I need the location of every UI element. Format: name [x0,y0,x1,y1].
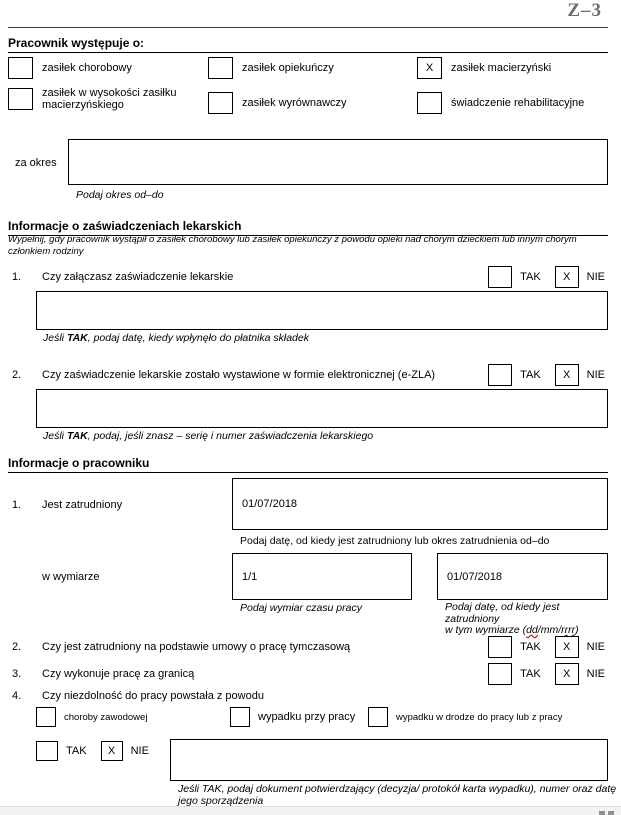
employee-q4-text: Czy niezdolność do pracy powstała z powodu [42,690,264,702]
employee-q4-field[interactable] [170,739,608,781]
nie-label: NIE [586,369,605,381]
spellcheck-dd: dd [526,624,538,636]
employee-q1-hint: Podaj datę, od kiedy jest zatrudniony lub okres zatrudnienia od–do [240,535,550,547]
section-heading-medical: Informacje o zaświadczeniach lekarskich [8,219,608,236]
cause-item-choroby-zawodowej [36,707,147,727]
wymiar-value: 1/1 [242,570,258,583]
benefit-item-zasilek-macierzynski [417,57,551,79]
benefit-label: zasiłek wyrównawczy [242,97,347,109]
medical-q2-text: Czy zaświadczenie lekarskie zostało wystawione w formie elektronicznej (e-ZLA) [42,369,436,381]
employee-q4-tak-checkbox[interactable] [36,741,58,761]
cause-label: choroby zawodowej [64,711,148,723]
tak-label: TAK [520,641,541,653]
benefit-label: zasiłek w wysokości zasiłku macierzyńskiego [42,87,177,111]
cause-item-wypadku-w-drodze [368,707,562,727]
top-divider [8,27,608,28]
za-okres-hint: Podaj okres od–do [76,189,164,201]
cause-label: wypadku w drodze do pracy lub z pracy [396,711,563,723]
employee-q4-nie-checkbox[interactable]: X [101,741,123,761]
employee-q2-nie-checkbox[interactable]: X [555,636,579,658]
wymiar-label: w wymiarze [42,571,100,583]
wymiar-hint: Podaj wymiar czasu pracy [240,602,362,614]
checkbox-zasilek-w-wysokosci[interactable] [8,88,33,110]
checkbox-swiadczenie-rehabilitacyjne[interactable] [417,92,442,114]
wymiar-date-hint: Podaj datę, od kiedy jest zatrudniony w tym wymiarze (dd/mm/rrrr) [445,601,579,636]
medical-q1-number: 1. [12,271,22,283]
checkbox-zasilek-macierzynski[interactable]: X [417,57,442,79]
employee-q4-taknie [36,741,149,761]
medical-q1-hint: Jeśli TAK, podaj datę, kiedy wpłynęło do płatnika składek [43,332,309,344]
cause-item-wypadku-przy-pracy [230,707,355,727]
employee-q2-taknie [488,636,605,658]
medical-q2-number: 2. [12,369,22,381]
checkbox-zasilek-chorobowy[interactable] [8,57,33,79]
employee-q3-number: 3. [12,668,22,680]
nie-label: NIE [586,641,605,653]
benefit-item-zasilek-w-wysokosci [8,87,194,111]
tak-label: TAK [520,668,541,680]
za-okres-field[interactable] [68,139,608,185]
form-code: Z–3 [567,0,602,21]
benefit-label: zasiłek chorobowy [42,62,132,74]
medical-q1-nie-checkbox[interactable]: X [555,266,579,288]
next-page-fragment [599,811,605,815]
nie-label: NIE [130,745,149,757]
employee-q4-number: 4. [12,690,22,702]
wymiar-date-value: 01/07/2018 [447,570,503,583]
employee-q3-text: Czy wykonuje pracę za granicą [42,668,195,680]
section-heading-benefits: Pracownik występuje o: [8,36,608,53]
wymiar-field[interactable] [232,553,412,600]
benefit-item-zasilek-wyrownawczy [208,92,347,114]
employee-q2-number: 2. [12,641,22,653]
employee-q3-tak-checkbox[interactable] [488,663,512,685]
benefit-label: zasiłek opiekuńczy [242,62,334,74]
wymiar-date-field[interactable] [437,553,608,600]
benefit-item-zasilek-chorobowy [8,57,132,79]
employee-q2-tak-checkbox[interactable] [488,636,512,658]
viewer-page-gap [0,806,621,815]
benefit-item-zasilek-opiekunczy [208,57,334,79]
checkbox-wypadku-przy-pracy[interactable] [230,707,250,727]
employee-q3-taknie [488,663,605,685]
employee-q1-field[interactable] [232,478,608,530]
za-okres-label: za okres [15,157,57,169]
medical-q2-nie-checkbox[interactable]: X [555,364,579,386]
employee-q1-number: 1. [12,499,22,511]
nie-label: NIE [586,271,605,283]
checkbox-wypadku-w-drodze[interactable] [368,707,388,727]
medical-q2-hint: Jeśli TAK, podaj, jeśli znasz – serię i numer zaświadczenia lekarskiego [43,430,374,442]
spellcheck-rrrr: rrrr) [561,624,579,636]
nie-label: NIE [586,668,605,680]
benefit-label: świadczenie rehabilitacyjne [451,97,585,109]
medical-note: Wypełnij, gdy pracownik wystąpił o zasiłek chorobowy lub zasiłek opiekuńczy z powodu opieki nad chorym dzieckiem lub innym chorym członkiem rodziny [8,234,577,257]
tak-label: TAK [66,745,87,757]
tak-label: TAK [520,369,541,381]
medical-q1-text: Czy załączasz zaświadczenie lekarskie [42,271,234,283]
employee-q1-value: 01/07/2018 [242,498,298,510]
tak-label: TAK [520,271,541,283]
checkbox-choroby-zawodowej[interactable] [36,707,56,727]
employee-q1-label: Jest zatrudniony [42,499,123,511]
medical-q2-field[interactable] [36,389,608,428]
employee-q3-nie-checkbox[interactable]: X [555,663,579,685]
cause-label: wypadku przy pracy [258,711,356,723]
checkbox-zasilek-wyrownawczy[interactable] [208,92,233,114]
next-page-fragment [608,811,614,815]
section-heading-employee: Informacje o pracowniku [8,456,608,473]
benefit-label: zasiłek macierzyński [451,62,552,74]
medical-q1-field[interactable] [36,291,608,330]
employee-q4-hint: Jeśli TAK, podaj dokument potwierdzający (decyzja/ protokół karta wypadku), numer oraz datę jego sporządzenia [178,783,617,807]
employee-q2-text: Czy jest zatrudniony na podstawie umowy o pracę tymczasową [42,641,351,653]
medical-q2-tak-checkbox[interactable] [488,364,512,386]
checkbox-zasilek-opiekunczy[interactable] [208,57,233,79]
medical-q2-taknie [488,364,605,386]
medical-q1-tak-checkbox[interactable] [488,266,512,288]
benefit-item-swiadczenie-rehabilitacyjne [417,92,584,114]
medical-q1-taknie [488,266,605,288]
